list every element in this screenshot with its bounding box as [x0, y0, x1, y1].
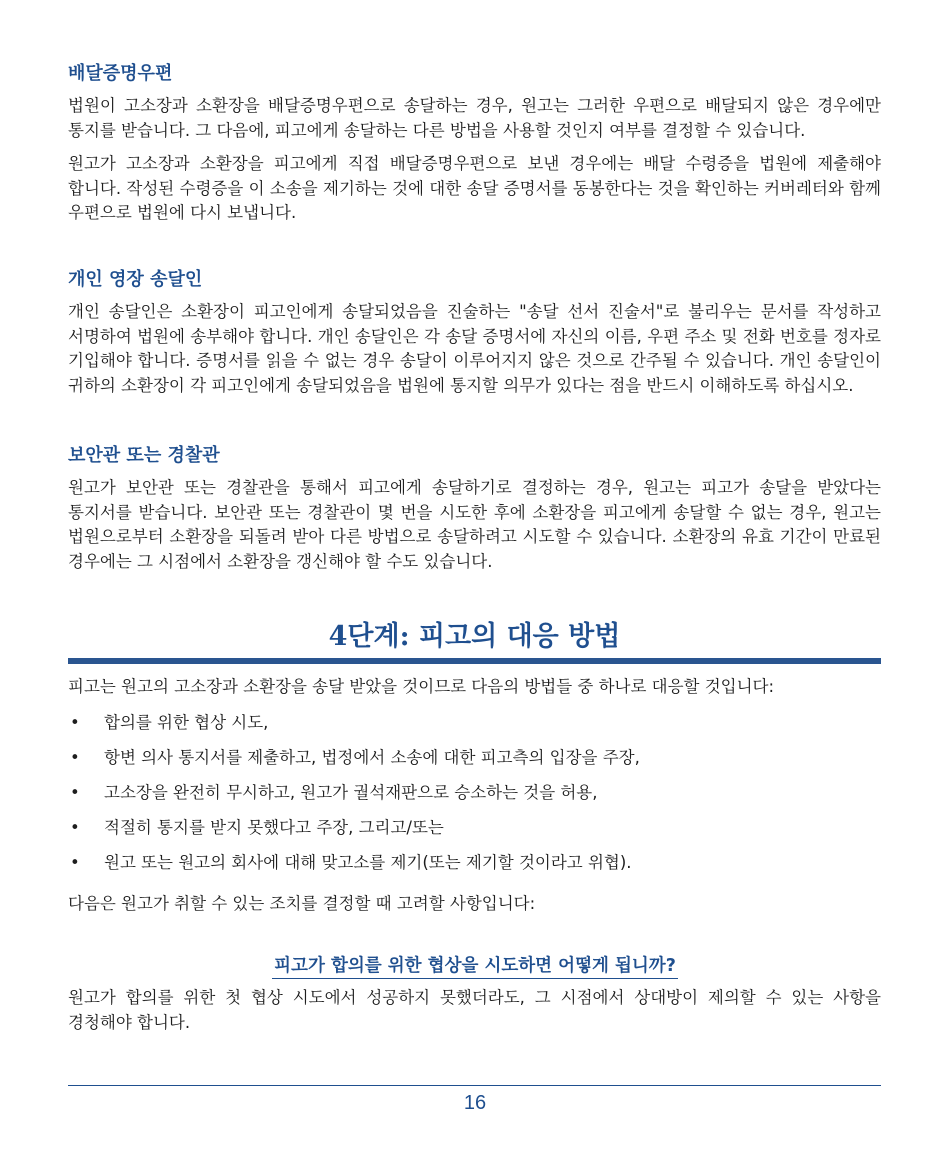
response-list	[68, 711, 881, 886]
paragraph: 원고가 고소장과 소환장을 피고에게 직접 배달증명우편으로 보낸 경우에는 배달 수령증을 법원에 제출해야 합니다. 작성된 수령증을 이 소송을 제기하는 것에 대한 송달 증명서를 동봉한다는 것을 확인하는 커버레터와 함께 우편으로 법원에 다시 보냅니다.	[68, 154, 881, 222]
section-heading: 개인 영장 송달인	[68, 269, 203, 290]
section-heading: 배달증명우편	[68, 63, 173, 84]
question-answer: 원고가 합의를 위한 첫 협상 시도에서 성공하지 못했더라도, 그 시점에서 상대방이 제의할 수 있는 사항을 경청해야 합니다.	[68, 988, 881, 1032]
list-item	[68, 781, 881, 816]
paragraph: 원고가 보안관 또는 경찰관을 통해서 피고에게 송달하기로 결정하는 경우, 원고는 피고가 송달을 받았다는 통지서를 받습니다. 보안관 또는 경찰관이 몇 번을 시도한 후에 소환장을 피고에게 송달할 수 없는 경우, 원고는 법원으로부터 소환장을 되돌려 받아 다른 방법으로 송달하려고 시도할 수 있습니다. 소환장의 유효 기간이 만료된 경우에는 그 시점에서 소환장을 갱신해야 할 수도 있습니다.	[68, 478, 881, 571]
list-item	[68, 851, 881, 886]
bullet-icon: •	[70, 852, 80, 872]
list-item-text: 적절히 통지를 받지 못했다고 주장, 그리고/또는	[104, 817, 444, 837]
question-heading: 피고가 합의를 위한 협상을 시도하면 어떻게 됩니까?	[272, 954, 678, 979]
paragraph: 법원이 고소장과 소환장을 배달증명우편으로 송달하는 경우, 원고는 그러한 우편으로 배달되지 않은 경우에만 통지를 받습니다. 그 다음에, 피고에게 송달하는 다른 방법을 사용할 것인지 여부를 결정할 수 있습니다.	[68, 96, 881, 140]
paragraph: 개인 송달인은 소환장이 피고인에게 송달되었음을 진술하는 "송달 선서 진술서"로 불리우는 문서를 작성하고 서명하여 법원에 송부해야 합니다. 개인 송달인은 각 송달 증명서에 자신의 이름, 우편 주소 및 전화 번호를 정자로 기입해야 합니다. 증명서를 읽을 수 없는 경우 송달이 이루어지지 않은 것으로 간주될 수 있습니다. 개인 송달인이 귀하의 소환장이 각 피고인에게 송달되었음을 법원에 통지할 의무가 있다는 점을 반드시 이해하도록 하십시오.	[68, 302, 881, 395]
section-sheriff	[68, 444, 881, 574]
list-item-text: 항변 의사 통지서를 제출하고, 법정에서 소송에 대한 피고측의 입장을 주장,	[104, 747, 640, 767]
step-outro: 다음은 원고가 취할 수 있는 조치를 결정할 때 고려할 사항입니다:	[68, 893, 536, 913]
list-item	[68, 746, 881, 781]
list-item	[68, 816, 881, 851]
footer-rule	[68, 1085, 881, 1086]
step-body	[68, 675, 881, 916]
page-number: 16	[463, 1092, 487, 1114]
step-intro: 피고는 원고의 고소장과 소환장을 송달 받았을 것이므로 다음의 방법들 중 하나로 대응할 것입니다:	[68, 677, 775, 696]
section-private-server	[68, 268, 881, 398]
step-title: 4단계: 피고의 대응 방법	[328, 621, 621, 652]
list-item-text: 합의를 위한 협상 시도,	[104, 712, 269, 732]
list-item-text: 원고 또는 원고의 회사에 대해 맞고소를 제기(또는 제기할 것이라고 위협).	[104, 852, 632, 872]
step-title-rule	[68, 658, 881, 664]
bullet-icon: •	[70, 782, 80, 802]
bullet-icon: •	[70, 817, 80, 837]
list-item-text: 고소장을 완전히 무시하고, 원고가 궐석재판으로 승소하는 것을 허용,	[104, 782, 598, 802]
question-heading-wrap	[0, 954, 950, 979]
list-item	[68, 711, 881, 746]
bullet-icon: •	[70, 712, 80, 732]
section-certified-mail	[68, 62, 881, 226]
question-answer-wrap	[68, 986, 881, 1035]
bullet-icon: •	[70, 747, 80, 767]
section-heading: 보안관 또는 경찰관	[68, 445, 220, 466]
